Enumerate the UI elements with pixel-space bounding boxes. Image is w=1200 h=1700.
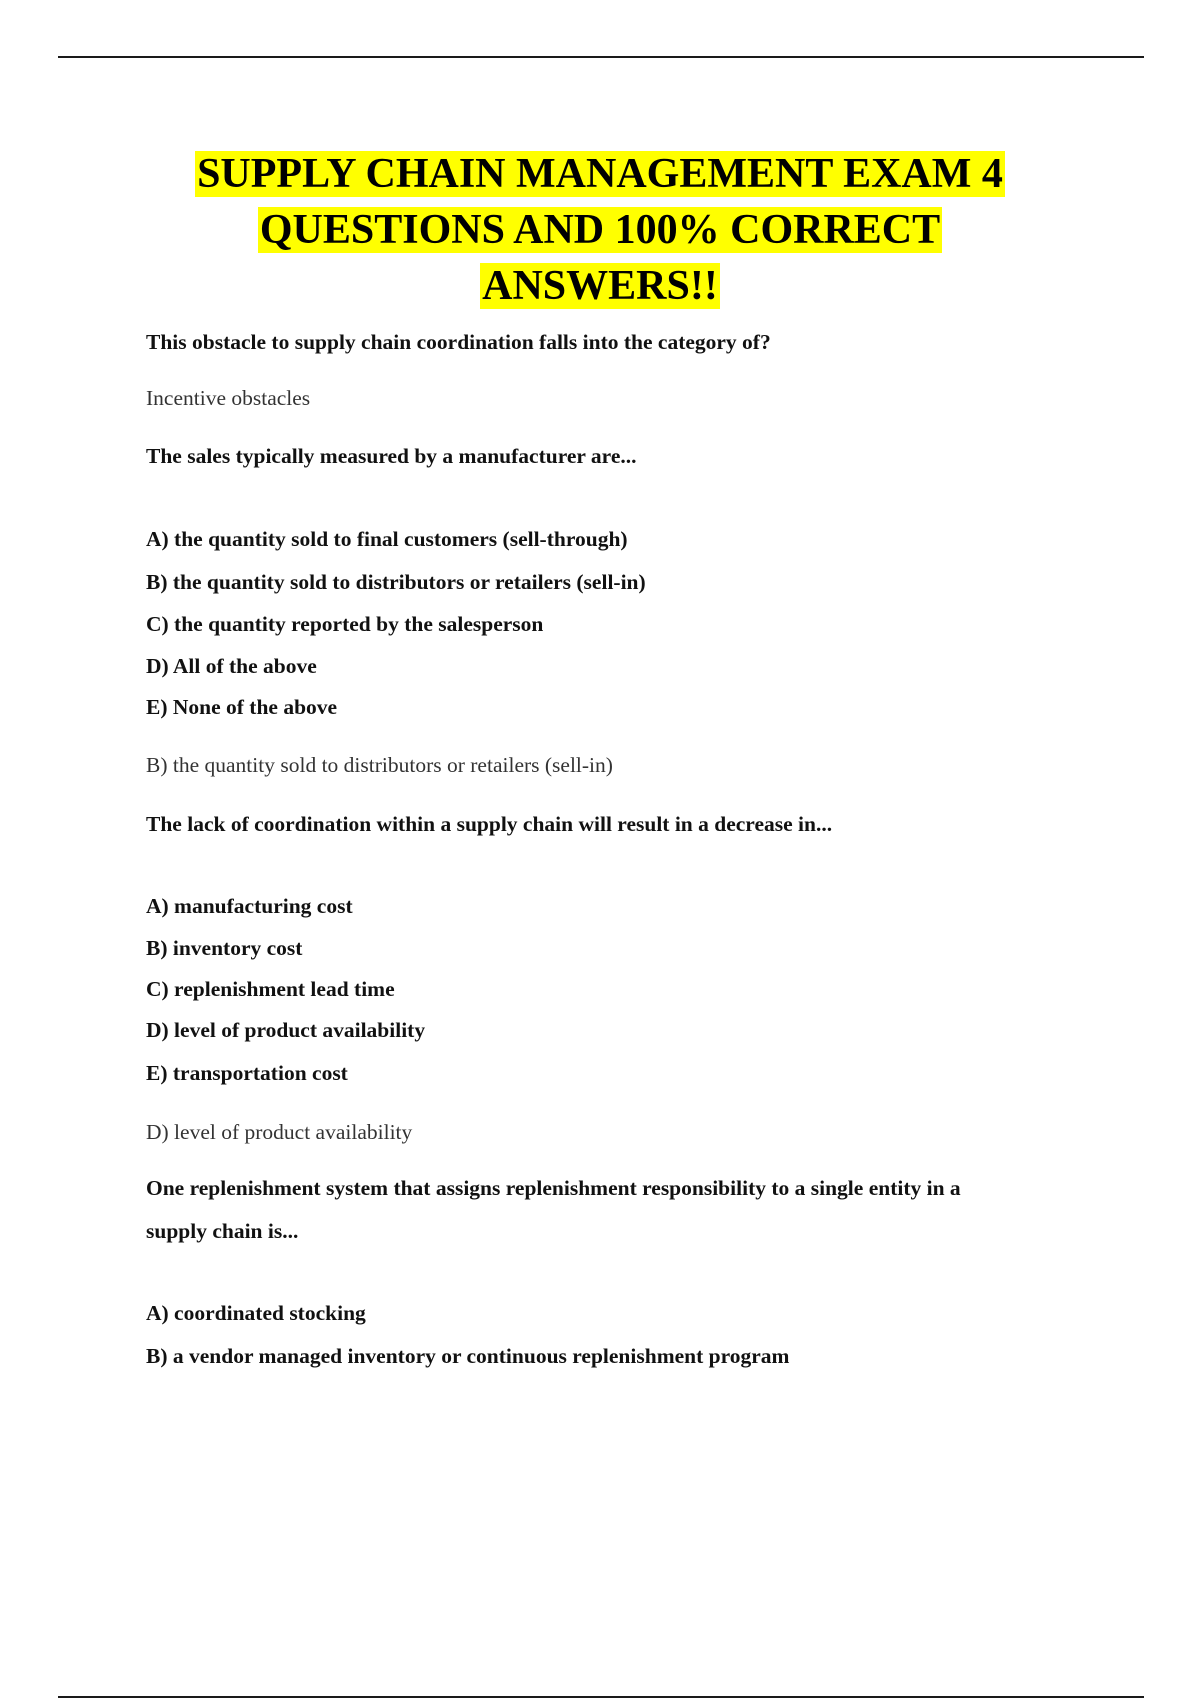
question-4-option-b: B) a vendor managed inventory or continuous replenishment program [146, 1344, 790, 1368]
question-2-text: The sales typically measured by a manufacturer are... [146, 444, 637, 468]
question-4-text-line-2: supply chain is... [146, 1219, 299, 1243]
question-3-option-a: A) manufacturing cost [146, 894, 353, 918]
question-3-option-b: B) inventory cost [146, 936, 303, 960]
title-line-2: QUESTIONS AND 100% CORRECT [259, 207, 941, 253]
document-title [100, 146, 1100, 314]
question-4-text-line-1: One replenishment system that assigns replenishment responsibility to a single entity in a [146, 1176, 961, 1200]
question-3-answer: D) level of product availability [146, 1120, 413, 1144]
title-line-1: SUPPLY CHAIN MANAGEMENT EXAM 4 [197, 151, 1003, 197]
question-2-option-d: D) All of the above [146, 654, 317, 678]
question-2-option-b: B) the quantity sold to distributors or retailers (sell-in) [146, 570, 646, 594]
header-rule [58, 56, 1144, 58]
question-2-option-a: A) the quantity sold to final customers (sell-through) [146, 527, 628, 551]
question-3-option-d: D) level of product availability [146, 1018, 426, 1042]
title-line-3: ANSWERS!! [482, 263, 718, 309]
question-2-option-c: C) the quantity reported by the salesperson [146, 612, 544, 636]
question-3-text: The lack of coordination within a supply chain will result in a decrease in... [146, 812, 833, 836]
question-1-answer: Incentive obstacles [146, 386, 311, 410]
question-4-option-a: A) coordinated stocking [146, 1301, 366, 1325]
question-2-option-e: E) None of the above [146, 695, 338, 719]
question-2-answer: B) the quantity sold to distributors or retailers (sell-in) [146, 753, 613, 777]
question-1-text: This obstacle to supply chain coordination falls into the category of? [146, 330, 771, 354]
question-3-option-e: E) transportation cost [146, 1061, 348, 1085]
footer-rule [58, 1696, 1144, 1698]
question-3-option-c: C) replenishment lead time [146, 977, 395, 1001]
